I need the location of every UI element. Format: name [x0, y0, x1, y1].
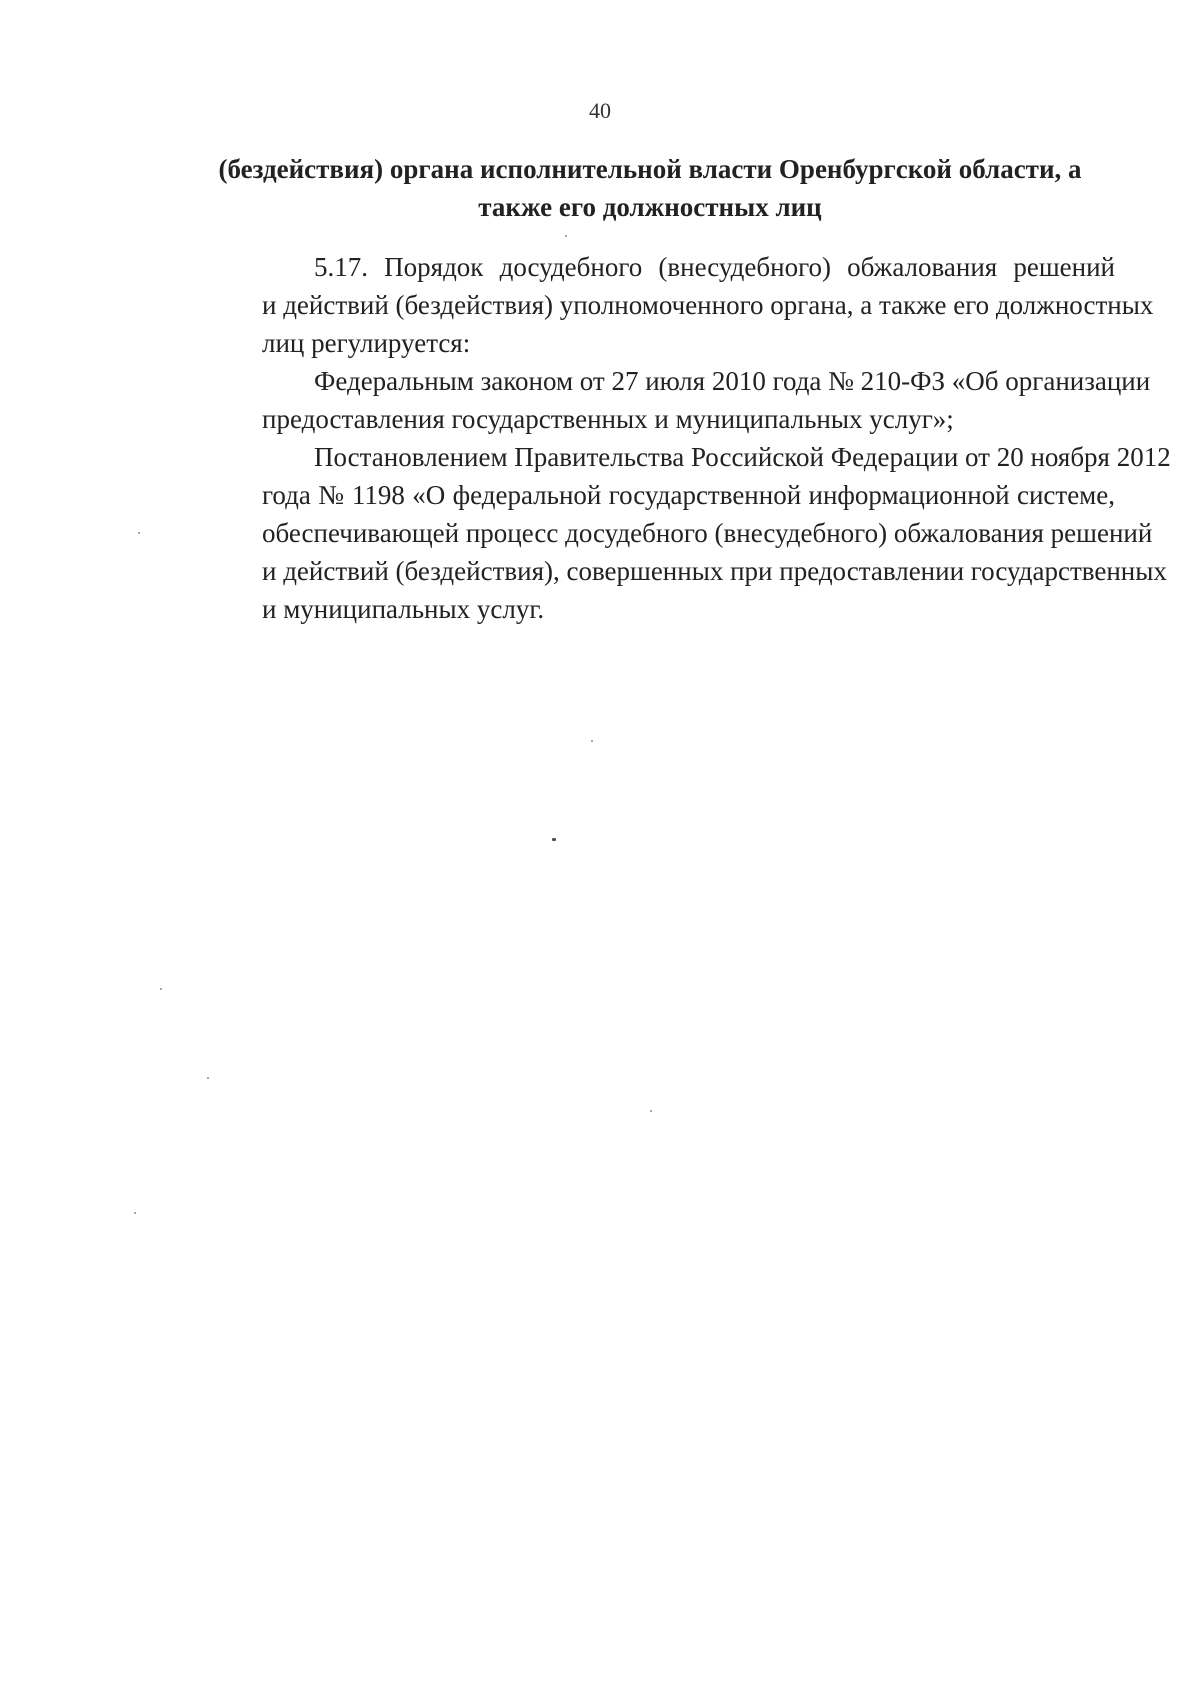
- text-line: 5.17. Порядок досудебного (внесудебного) обжалования решений: [314, 252, 1115, 282]
- scan-speck: [552, 838, 556, 841]
- text-line: лиц регулируется:: [262, 328, 471, 358]
- scan-speck: [650, 1110, 652, 1112]
- text-line: Постановлением Правительства Российской Федерации от 20 ноября 2012: [314, 442, 1171, 472]
- paragraph-federal-law: [210, 362, 1151, 438]
- scan-speck: [160, 988, 162, 990]
- scan-speck: [138, 532, 140, 534]
- text-line: обеспечивающей процесс досудебного (внесудебного) обжалования решений: [262, 518, 1153, 548]
- text-line: и муниципальных услуг.: [262, 594, 545, 624]
- text-line: и действий (бездействия) уполномоченного органа, а также его должностных: [262, 290, 1154, 320]
- text-line: предоставления государственных и муниципальных услуг»;: [262, 404, 954, 434]
- scan-speck: [565, 235, 567, 237]
- scan-speck: [207, 1077, 209, 1079]
- text-line: и действий (бездействия), совершенных при предоставлении государственных: [262, 556, 1167, 586]
- page-number: 40: [589, 98, 611, 123]
- section-heading: [200, 150, 1100, 226]
- paragraph-government-decree: [210, 438, 1171, 628]
- text-line: Федеральным законом от 27 июля 2010 года № 210-ФЗ «Об организации: [314, 366, 1151, 396]
- document-body: [210, 248, 1171, 628]
- section-heading-line-1: (бездействия) органа исполнительной власти Оренбургской области, а: [218, 154, 1082, 184]
- section-heading-line-2: также его должностных лиц: [478, 192, 822, 222]
- paragraph-5-17: [210, 248, 1154, 362]
- scan-speck: [591, 740, 593, 742]
- text-line: года № 1198 «О федеральной государственной информационной системе,: [262, 480, 1115, 510]
- scan-speck: [134, 1212, 136, 1214]
